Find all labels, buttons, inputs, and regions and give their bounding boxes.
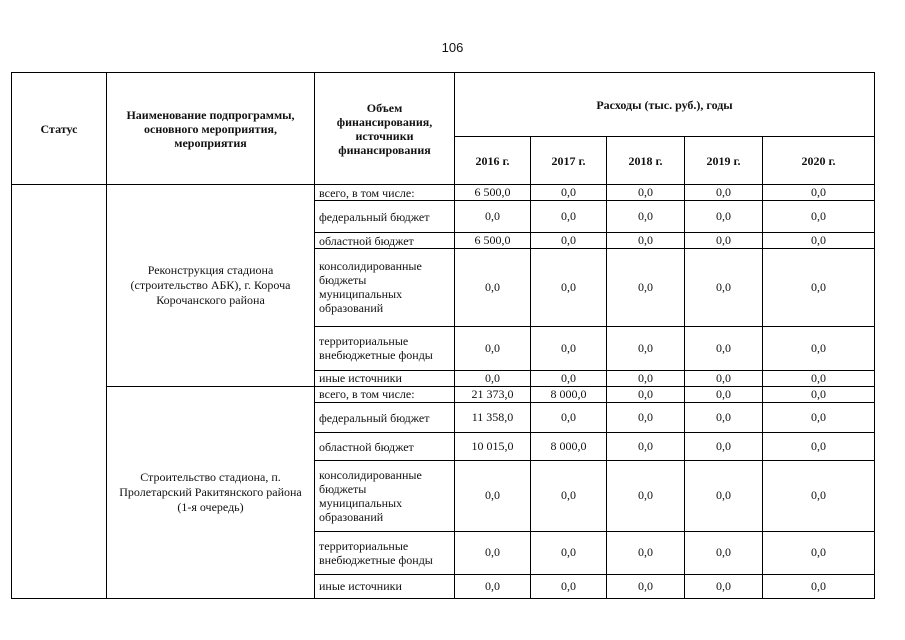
header-year: 2017 г. <box>531 137 607 185</box>
value-cell: 0,0 <box>763 386 875 402</box>
header-year: 2016 г. <box>455 137 531 185</box>
value-cell: 0,0 <box>607 233 685 249</box>
value-cell: 0,0 <box>685 433 763 461</box>
source-cell: областной бюджет <box>315 233 455 249</box>
event-name-cell: Строительство стадиона, п. Пролетарский Ракитянского района (1-я очередь) <box>107 386 315 598</box>
value-cell: 0,0 <box>685 531 763 574</box>
source-cell: федеральный бюджет <box>315 402 455 432</box>
source-cell: областной бюджет <box>315 433 455 461</box>
header-volume: Объем финансирования, источники финансирования <box>315 73 455 185</box>
value-cell: 0,0 <box>455 201 531 233</box>
value-cell: 0,0 <box>607 433 685 461</box>
value-cell: 0,0 <box>607 249 685 326</box>
value-cell: 0,0 <box>685 326 763 370</box>
value-cell: 0,0 <box>685 185 763 201</box>
value-cell: 0,0 <box>531 201 607 233</box>
header-year: 2020 г. <box>763 137 875 185</box>
value-cell: 21 373,0 <box>455 386 531 402</box>
value-cell: 10 015,0 <box>455 433 531 461</box>
source-cell: федеральный бюджет <box>315 201 455 233</box>
value-cell: 0,0 <box>455 574 531 598</box>
value-cell: 0,0 <box>531 402 607 432</box>
value-cell: 0,0 <box>763 326 875 370</box>
value-cell: 0,0 <box>763 233 875 249</box>
value-cell: 0,0 <box>607 370 685 386</box>
status-cell <box>12 185 107 599</box>
value-cell: 0,0 <box>763 574 875 598</box>
value-cell: 0,0 <box>763 249 875 326</box>
value-cell: 0,0 <box>685 402 763 432</box>
source-cell: территориальные внебюджетные фонды <box>315 531 455 574</box>
value-cell: 0,0 <box>763 531 875 574</box>
value-cell: 0,0 <box>607 531 685 574</box>
source-cell: консолидированные бюджеты муниципальных образований <box>315 461 455 531</box>
value-cell: 8 000,0 <box>531 386 607 402</box>
value-cell: 0,0 <box>455 370 531 386</box>
source-cell: всего, в том числе: <box>315 185 455 201</box>
value-cell: 0,0 <box>531 370 607 386</box>
value-cell: 0,0 <box>685 370 763 386</box>
value-cell: 6 500,0 <box>455 185 531 201</box>
source-cell: иные источники <box>315 370 455 386</box>
value-cell: 0,0 <box>763 433 875 461</box>
value-cell: 0,0 <box>607 201 685 233</box>
value-cell: 8 000,0 <box>531 433 607 461</box>
event-name-cell: Реконструкция стадиона (строительство АБК), г. Короча Корочанского района <box>107 185 315 387</box>
table-row <box>12 386 875 402</box>
value-cell: 0,0 <box>531 249 607 326</box>
value-cell: 0,0 <box>455 531 531 574</box>
value-cell: 0,0 <box>685 201 763 233</box>
source-cell: консолидированные бюджеты муниципальных образований <box>315 249 455 326</box>
value-cell: 0,0 <box>763 402 875 432</box>
value-cell: 0,0 <box>685 249 763 326</box>
value-cell: 0,0 <box>607 402 685 432</box>
value-cell: 0,0 <box>685 461 763 531</box>
value-cell: 0,0 <box>685 233 763 249</box>
value-cell: 0,0 <box>607 185 685 201</box>
budget-table <box>11 72 875 599</box>
value-cell: 0,0 <box>607 386 685 402</box>
source-cell: иные источники <box>315 574 455 598</box>
value-cell: 0,0 <box>607 461 685 531</box>
value-cell: 0,0 <box>531 461 607 531</box>
value-cell: 0,0 <box>685 386 763 402</box>
value-cell: 0,0 <box>531 326 607 370</box>
header-name: Наименование подпрограммы, основного мероприятия, мероприятия <box>107 73 315 185</box>
value-cell: 0,0 <box>531 531 607 574</box>
header-status: Статус <box>12 73 107 185</box>
value-cell: 0,0 <box>455 249 531 326</box>
header-year: 2019 г. <box>685 137 763 185</box>
value-cell: 11 358,0 <box>455 402 531 432</box>
value-cell: 0,0 <box>607 574 685 598</box>
source-cell: территориальные внебюджетные фонды <box>315 326 455 370</box>
value-cell: 0,0 <box>763 370 875 386</box>
value-cell: 0,0 <box>455 461 531 531</box>
header-year: 2018 г. <box>607 137 685 185</box>
source-cell: всего, в том числе: <box>315 386 455 402</box>
value-cell: 0,0 <box>455 326 531 370</box>
value-cell: 0,0 <box>763 185 875 201</box>
table-row <box>12 185 875 201</box>
value-cell: 0,0 <box>531 574 607 598</box>
value-cell: 0,0 <box>531 233 607 249</box>
value-cell: 0,0 <box>763 201 875 233</box>
page-number: 106 <box>441 40 464 55</box>
value-cell: 6 500,0 <box>455 233 531 249</box>
value-cell: 0,0 <box>531 185 607 201</box>
value-cell: 0,0 <box>763 461 875 531</box>
header-expenses: Расходы (тыс. руб.), годы <box>455 73 875 137</box>
value-cell: 0,0 <box>607 326 685 370</box>
value-cell: 0,0 <box>685 574 763 598</box>
